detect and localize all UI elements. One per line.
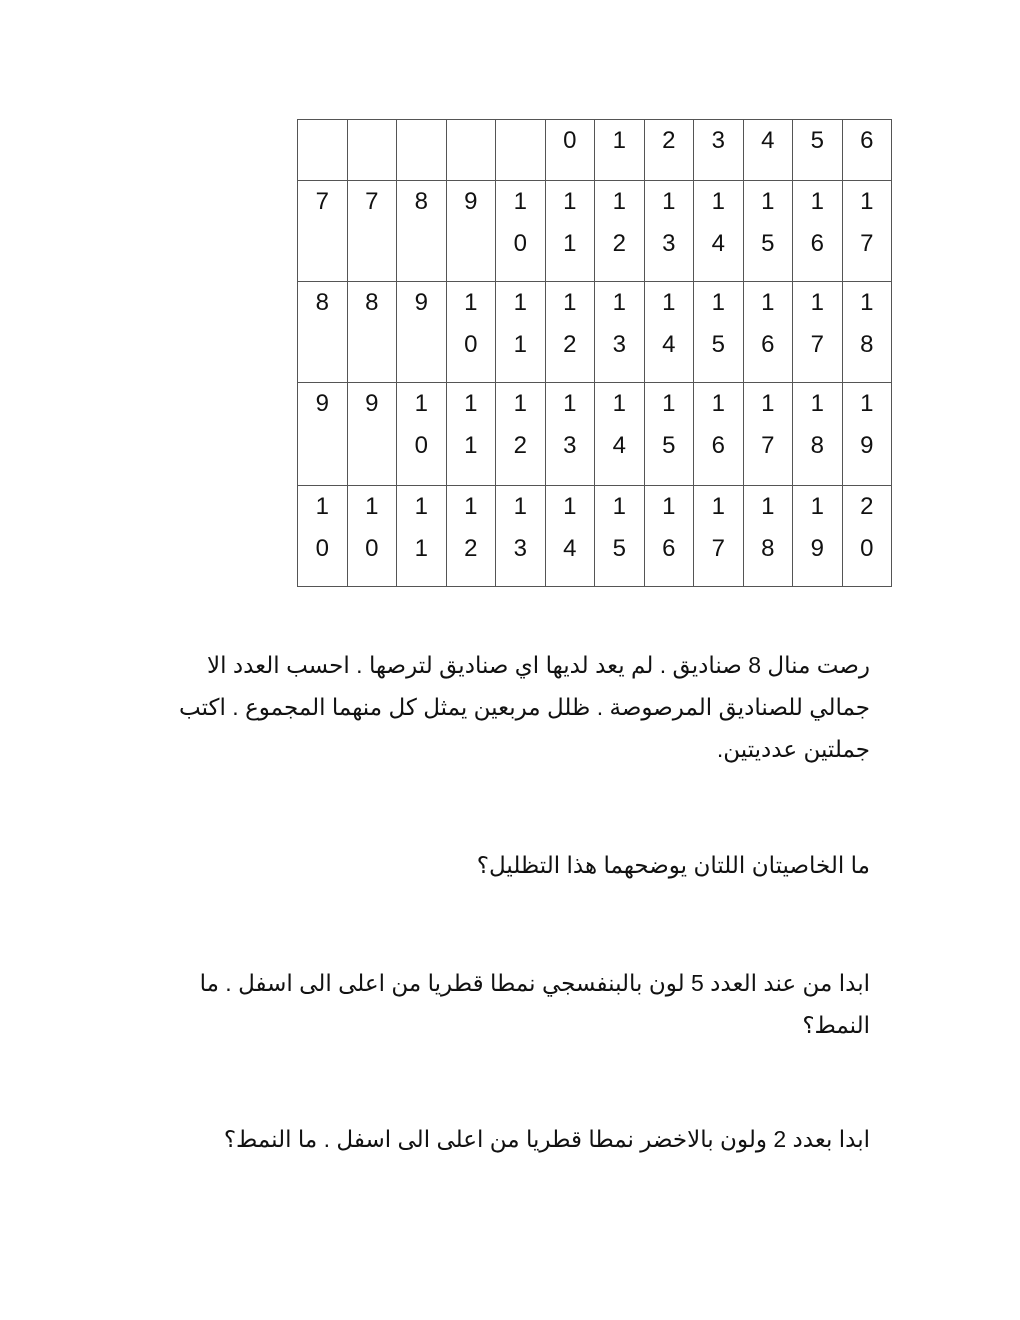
table-header-row [298,120,892,181]
table-cell [298,383,348,486]
table-cell [496,120,546,181]
table-cell [743,486,793,587]
table-cell [298,120,348,181]
cell-digit: 0 [365,535,379,562]
question-properties [150,844,870,886]
cell-digit: 1 [662,289,676,316]
cell-digit: 6 [711,432,725,459]
cell-digit: 0 [860,535,874,562]
table-cell [743,181,793,282]
cell-digit: 1 [563,188,577,215]
table-cell [347,486,397,587]
cell-digit: 1 [563,289,577,316]
cell-digit: 4 [563,535,577,562]
table-cell [842,120,892,181]
cell-digit: 1 [464,432,478,459]
cell-digit: 0 [315,535,329,562]
cell-digit: 5 [711,331,725,358]
table-cell [347,282,397,383]
cell-digit: 1 [513,331,527,358]
cell-digit: 1 [810,188,824,215]
question-2-line-2: النمط؟ [802,1012,870,1038]
cell-digit: 2 [563,331,577,358]
intro-line-1: رصت منال 8 صناديق . لم يعد لديها اي صناديق لترصها . احسب العدد الا [206,652,870,678]
cell-digit: 1 [315,493,329,520]
table-cell [595,486,645,587]
table-cell [694,383,744,486]
intro-line-3: جملتين عدديتين. [716,736,870,762]
table-cell [446,486,496,587]
cell-digit: 4 [662,331,676,358]
table-cell [397,486,447,587]
cell-digit: 1 [414,390,428,417]
cell-digit: 1 [365,493,379,520]
table-cell [298,282,348,383]
cell-digit: 8 [810,432,824,459]
table-cell [793,120,843,181]
cell-digit: 4 [761,127,775,154]
cell-digit: 8 [860,331,874,358]
intro-paragraph [150,644,870,770]
cell-digit: 2 [612,230,626,257]
cell-digit: 9 [860,432,874,459]
cell-digit: 1 [513,289,527,316]
cell-digit: 5 [662,432,676,459]
cell-digit: 0 [414,432,428,459]
cell-digit: 0 [464,331,478,358]
cell-digit: 3 [612,331,626,358]
cell-digit: 1 [860,390,874,417]
table-cell [644,120,694,181]
cell-digit: 1 [662,493,676,520]
cell-digit: 1 [860,289,874,316]
cell-digit: 7 [315,188,329,215]
cell-digit: 8 [315,289,329,316]
cell-digit: 3 [563,432,577,459]
table-cell [595,120,645,181]
cell-digit: 3 [662,230,676,257]
cell-digit: 2 [860,493,874,520]
table-cell [842,383,892,486]
table-row [298,486,892,587]
question-2-line-1: ابدا من عند العدد 5 لون بالبنفسجي نمطا قطريا من اعلى الى اسفل . ما [199,970,870,996]
cell-digit: 7 [860,230,874,257]
cell-digit: 2 [513,432,527,459]
table-cell [595,383,645,486]
cell-digit: 9 [810,535,824,562]
question-purple-pattern [180,962,870,1046]
cell-digit: 0 [513,230,527,257]
table-cell [397,181,447,282]
table-cell [397,282,447,383]
table-cell [743,383,793,486]
cell-digit: 7 [761,432,775,459]
cell-digit: 9 [365,390,379,417]
cell-digit: 1 [464,390,478,417]
cell-digit: 1 [761,493,775,520]
cell-digit: 6 [662,535,676,562]
cell-digit: 1 [513,188,527,215]
cell-digit: 1 [612,289,626,316]
cell-digit: 1 [513,493,527,520]
question-3-text: ابدا بعدد 2 ولون بالاخضر نمطا قطريا من اعلى الى اسفل . ما النمط؟ [223,1126,870,1152]
table-cell [694,486,744,587]
table-cell [595,282,645,383]
table-row [298,383,892,486]
cell-digit: 1 [761,390,775,417]
cell-digit: 8 [365,289,379,316]
table-cell [298,486,348,587]
cell-digit: 6 [761,331,775,358]
cell-digit: 1 [711,188,725,215]
table-cell [743,120,793,181]
table-cell [694,282,744,383]
table-row [298,282,892,383]
intro-line-2: جمالي للصناديق المرصوصة . ظلل مربعين يمثل كل منهما المجموع . اكتب [179,694,870,720]
cell-digit: 8 [761,535,775,562]
cell-digit: 4 [612,432,626,459]
cell-digit: 1 [612,390,626,417]
addition-table [297,119,892,587]
cell-digit: 7 [810,331,824,358]
cell-digit: 1 [612,188,626,215]
table-cell [644,181,694,282]
table-cell [496,181,546,282]
table-cell [397,120,447,181]
cell-digit: 1 [711,289,725,316]
cell-digit: 1 [464,289,478,316]
table-cell [545,383,595,486]
cell-digit: 1 [810,493,824,520]
cell-digit: 1 [464,493,478,520]
cell-digit: 4 [711,230,725,257]
table-cell [743,282,793,383]
cell-digit: 1 [662,390,676,417]
cell-digit: 1 [860,188,874,215]
table-cell [545,282,595,383]
table-cell [446,181,496,282]
cell-digit: 3 [513,535,527,562]
table-cell [694,181,744,282]
cell-digit: 1 [810,390,824,417]
table-cell [446,120,496,181]
table-cell [842,486,892,587]
table-cell [644,383,694,486]
cell-digit: 1 [761,188,775,215]
cell-digit: 5 [612,535,626,562]
table-cell [793,282,843,383]
cell-digit: 9 [315,390,329,417]
table-cell [496,383,546,486]
cell-digit: 5 [810,127,824,154]
table-cell [595,181,645,282]
cell-digit: 6 [810,230,824,257]
cell-digit: 1 [662,188,676,215]
cell-digit: 9 [414,289,428,316]
table-cell [793,181,843,282]
cell-digit: 1 [563,493,577,520]
table-cell [793,383,843,486]
table-cell [298,181,348,282]
table-body [298,120,892,587]
cell-digit: 1 [612,127,626,154]
table-cell [446,383,496,486]
question-green-pattern [150,1118,870,1160]
cell-digit: 1 [563,390,577,417]
table-cell [397,383,447,486]
question-1-text: ما الخاصيتان اللتان يوضحهما هذا التظليل؟ [476,852,870,878]
table-cell [545,120,595,181]
table-cell [496,486,546,587]
table-cell [347,181,397,282]
table-cell [446,282,496,383]
cell-digit: 7 [365,188,379,215]
cell-digit: 2 [464,535,478,562]
cell-digit: 1 [414,535,428,562]
cell-digit: 1 [711,493,725,520]
table-cell [694,120,744,181]
table-cell [545,486,595,587]
cell-digit: 0 [563,127,577,154]
cell-digit: 1 [563,230,577,257]
table-cell [842,181,892,282]
table-cell [644,282,694,383]
table-cell [347,383,397,486]
table-cell [842,282,892,383]
table-cell [496,282,546,383]
table-cell [644,486,694,587]
table-row [298,181,892,282]
cell-digit: 8 [414,188,428,215]
cell-digit: 1 [810,289,824,316]
cell-digit: 6 [860,127,874,154]
cell-digit: 1 [711,390,725,417]
cell-digit: 1 [513,390,527,417]
cell-digit: 1 [414,493,428,520]
cell-digit: 1 [761,289,775,316]
table-cell [793,486,843,587]
table-cell [347,120,397,181]
cell-digit: 3 [711,127,725,154]
cell-digit: 5 [761,230,775,257]
cell-digit: 9 [464,188,478,215]
table-cell [545,181,595,282]
cell-digit: 1 [612,493,626,520]
cell-digit: 7 [711,535,725,562]
cell-digit: 2 [662,127,676,154]
